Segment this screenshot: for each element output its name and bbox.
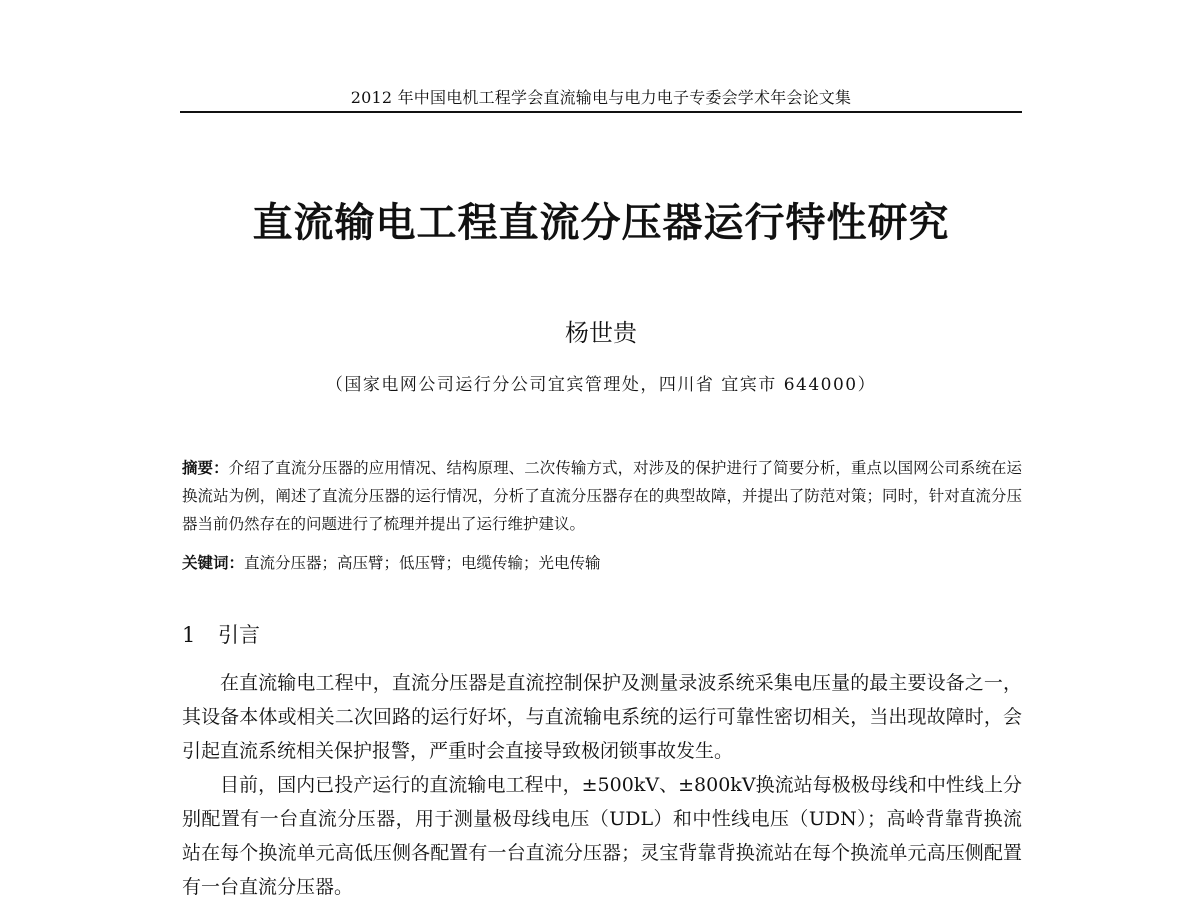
section-heading bbox=[182, 620, 1022, 650]
author-name: 杨世贵 bbox=[565, 319, 637, 347]
keywords bbox=[182, 549, 1022, 577]
running-header: 2012 年中国电机工程学会直流输电与电力电子专委会学术年会论文集 bbox=[350, 88, 852, 107]
author-affiliation: （国家电网公司运行分公司宜宾管理处，四川省 宜宾市 644000） bbox=[325, 375, 877, 395]
section-body bbox=[182, 666, 1022, 904]
body-paragraph: 在直流输电工程中，直流分压器是直流控制保护及测量录波系统采集电压量的最主要设备之一，其设备本体或相关二次回路的运行好坏，与直流输电系统的运行可靠性密切相关，当出现故障时，会引起直流系统相关保护报警，严重时会直接导致极闭锁事故发生。 bbox=[182, 672, 1022, 762]
section-title: 引言 bbox=[218, 623, 260, 647]
keywords-text: 直流分压器；高压臂；低压臂；电缆传输；光电传输 bbox=[244, 554, 601, 572]
keywords-label: 关键词： bbox=[182, 554, 245, 572]
abstract bbox=[182, 454, 1022, 538]
abstract-text: 介绍了直流分压器的应用情况、结构原理、二次传输方式，对涉及的保护进行了简要分析，重点以国网公司系统在运换流站为例，阐述了直流分压器的运行情况，分析了直流分压器存在的典型故障，并提出了防范对策；同时，针对直流分压器当前仍然存在的问题进行了梳理并提出了运行维护建议。 bbox=[182, 459, 1022, 533]
header-rule bbox=[180, 111, 1022, 113]
section-number: 1 bbox=[182, 623, 196, 647]
abstract-label: 摘要： bbox=[182, 459, 229, 477]
body-paragraph: 目前，国内已投产运行的直流输电工程中，±500kV、±800kV换流站每极极母线和中性线上分别配置有一台直流分压器，用于测量极母线电压（UDL）和中性线电压（UDN）；高岭背靠背换流站在每个换流单元高低压侧各配置有一台直流分压器；灵宝背靠背换流站在每个换流单元高压侧配置有一台直流分压器。 bbox=[182, 774, 1022, 898]
paper-title: 直流输电工程直流分压器运行特性研究 bbox=[252, 200, 950, 246]
